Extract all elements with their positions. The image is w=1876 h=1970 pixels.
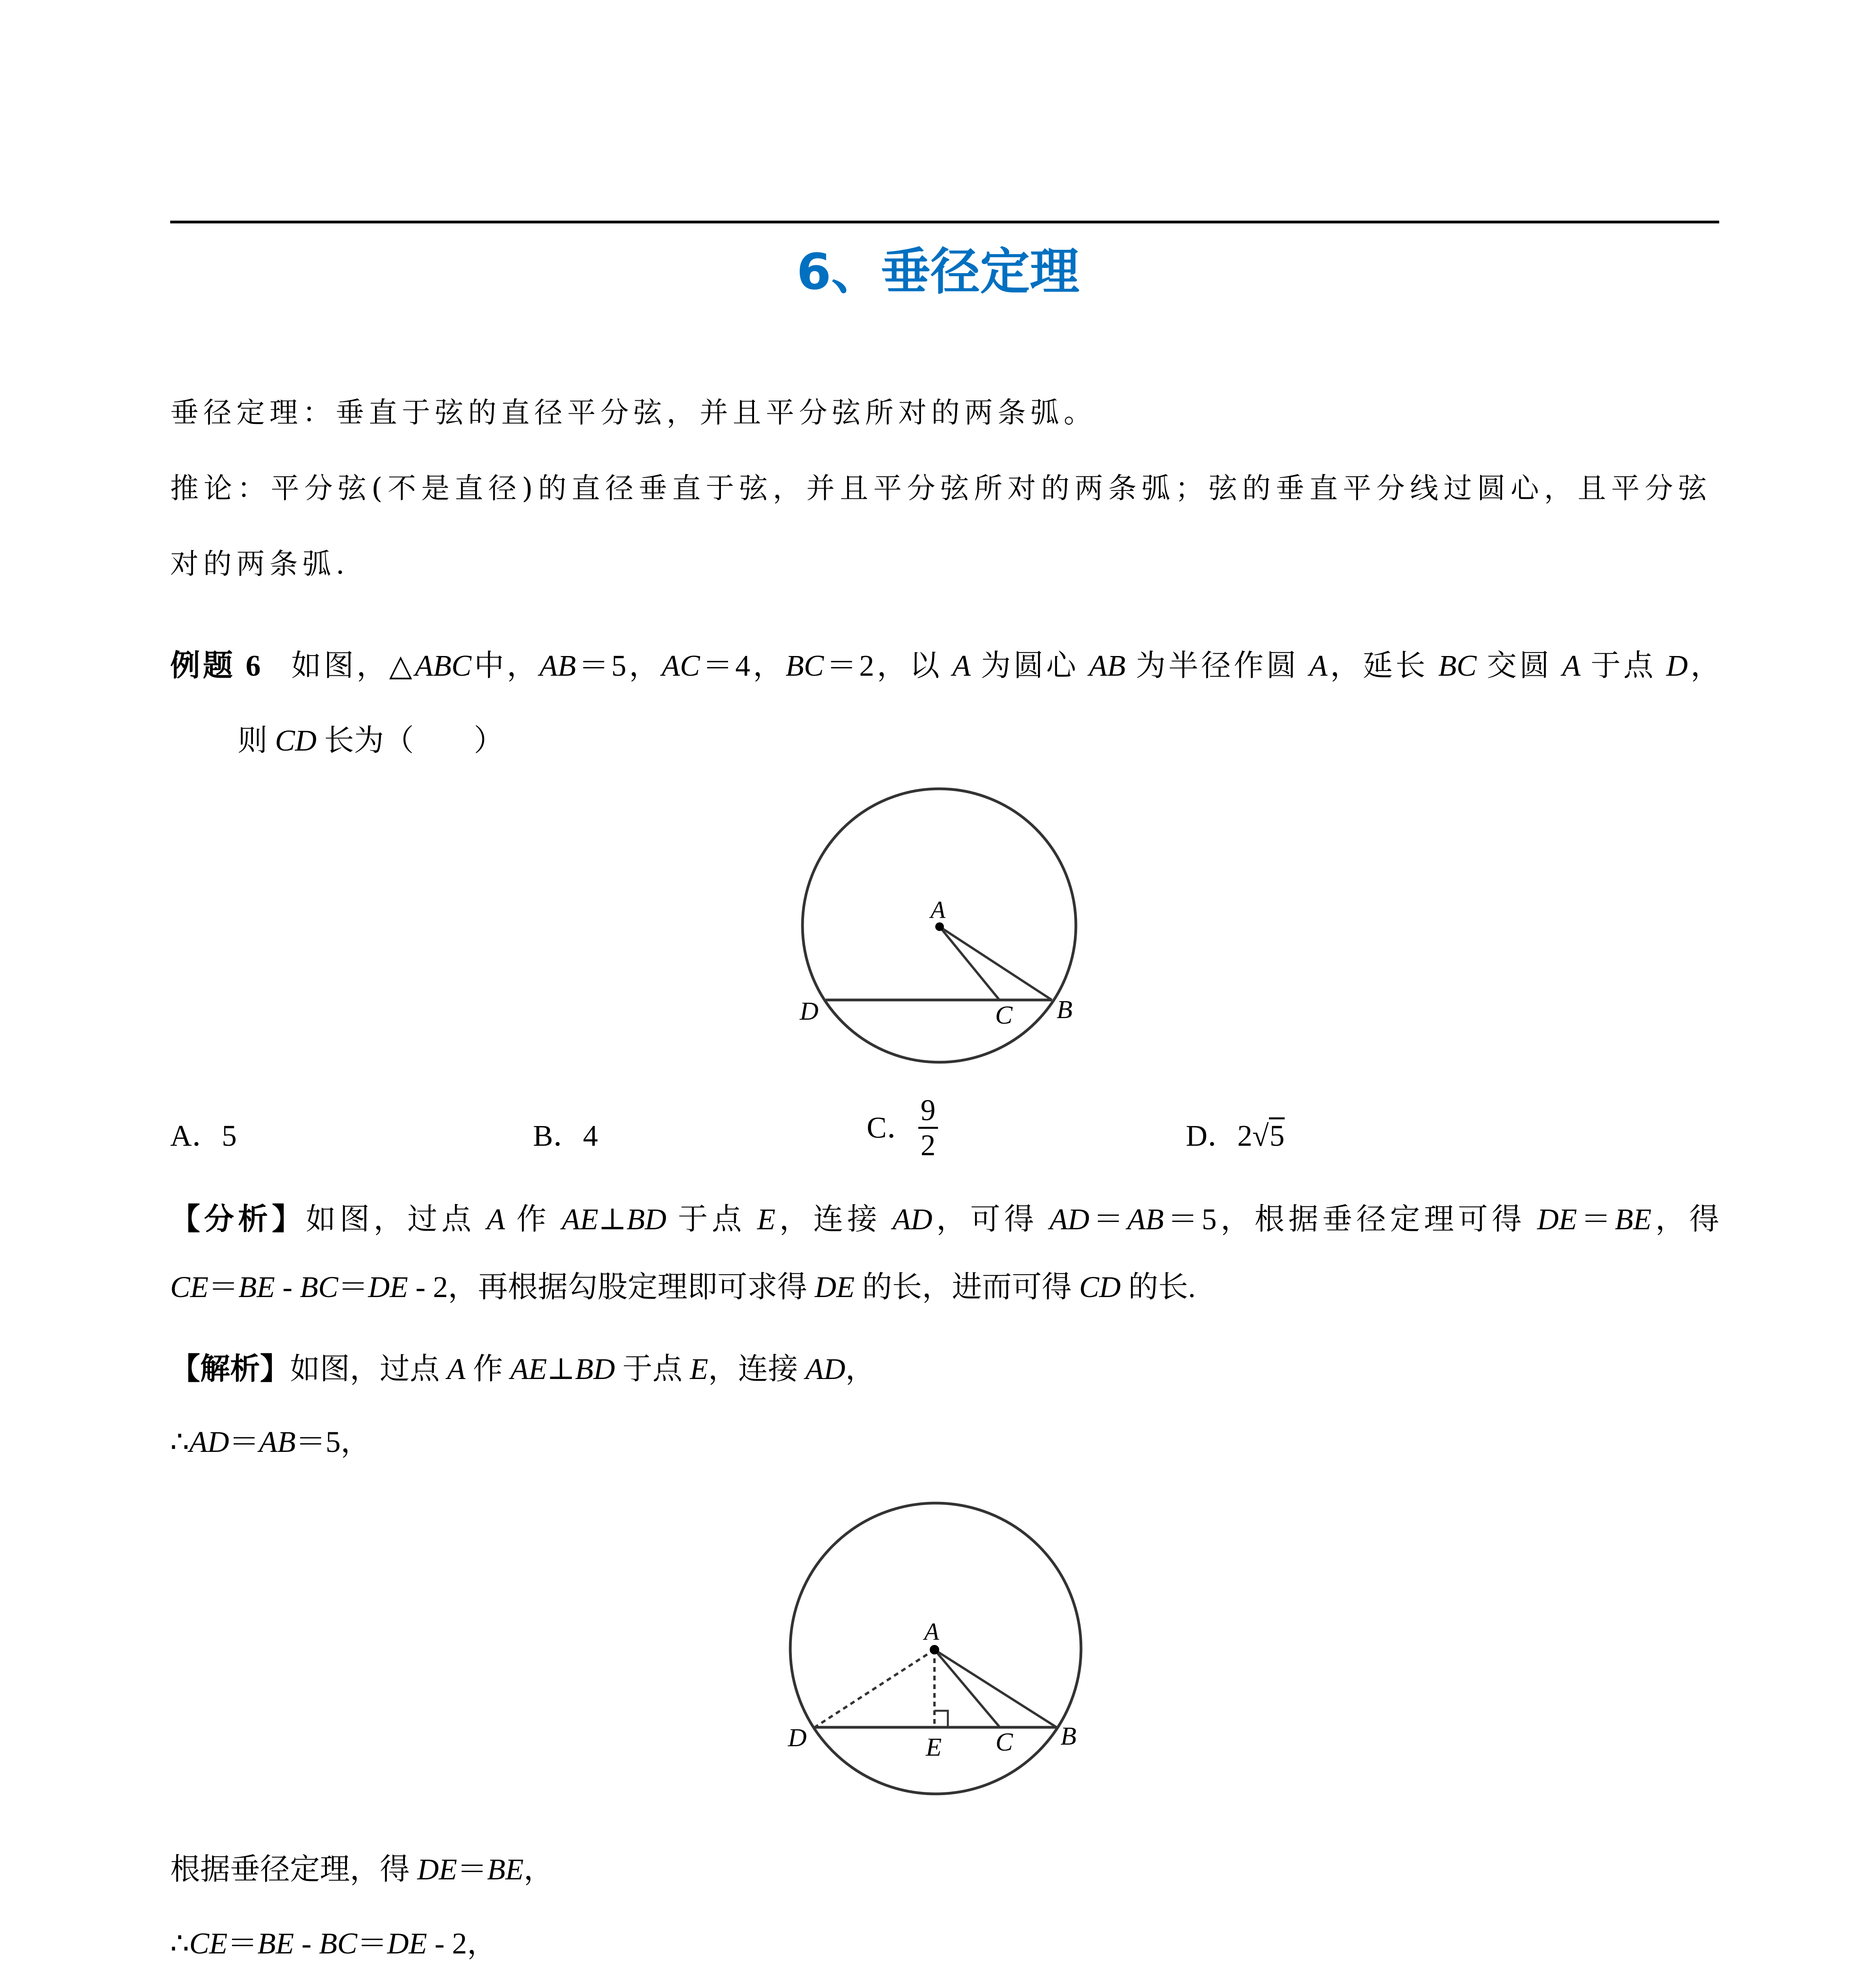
label-d: D <box>788 1723 807 1752</box>
q-text: ＝2，以 <box>824 649 942 682</box>
label-d: D <box>800 997 819 1026</box>
option-letter: A． <box>170 1119 222 1152</box>
q-var: BC <box>786 649 824 682</box>
example-question-line2 <box>238 723 504 758</box>
q-var: AB <box>1089 649 1126 682</box>
q-text: 则 <box>238 724 267 757</box>
analysis-label: 【分析】 <box>170 1203 306 1236</box>
solution-text-1: 如图，过点 A 作 AE⊥BD 于点 E，连接 AD， <box>290 1353 875 1386</box>
solution-label: 【解析】 <box>170 1353 290 1386</box>
option-b[interactable] <box>533 1118 598 1154</box>
corollary-text-line2: 对的两条弧. <box>170 547 349 580</box>
segment-ac <box>940 927 999 1000</box>
q-text: 交圆 <box>1486 649 1552 682</box>
label-a: A <box>931 897 945 924</box>
example-label: 例题 6 <box>170 649 261 682</box>
label-c: C <box>996 1728 1013 1756</box>
q-var: BC <box>1438 649 1477 682</box>
option-c[interactable] <box>867 1095 940 1160</box>
example-question-line1 <box>170 648 1720 684</box>
q-var: A <box>952 649 971 682</box>
q-var: CD <box>275 724 317 757</box>
radicand: 5 <box>1269 1117 1285 1152</box>
option-letter: C． <box>867 1111 917 1145</box>
q-text: ， <box>1688 649 1721 682</box>
q-var: A <box>1309 649 1328 682</box>
option-a[interactable] <box>170 1118 237 1154</box>
analysis-line2: CE＝BE - BC＝DE - 2，再根据勾股定理即可求得 DE 的长，进而可得 CD 的长. <box>170 1271 1196 1304</box>
solution-line4: ∴CE＝BE - BC＝DE - 2， <box>170 1927 497 1960</box>
option-d[interactable] <box>1186 1118 1285 1154</box>
option-value: 5 <box>221 1119 237 1152</box>
right-angle-mark <box>934 1711 948 1727</box>
center-point-a <box>935 922 944 931</box>
q-var: AC <box>661 649 700 682</box>
figure-2-circle-diagram <box>780 1493 1095 1808</box>
option-coef: 2 <box>1237 1119 1252 1152</box>
figure-1-circle-diagram <box>784 772 1099 1080</box>
solution-line1 <box>170 1351 875 1387</box>
q-var: AB <box>539 649 576 682</box>
analysis-text-1: 如图，过点 A 作 AE⊥BD 于点 E，连接 AD，可得 AD＝AB＝5，根据垂径定理可得 DE＝BE，得 <box>306 1203 1720 1236</box>
label-b: B <box>1057 995 1073 1024</box>
q-text: 为圆心 <box>981 649 1079 682</box>
q-text: ＝4， <box>700 649 786 682</box>
q-text: 如图，△ <box>291 649 415 682</box>
q-text: ＝5， <box>576 649 662 682</box>
q-var: A <box>1562 649 1581 682</box>
segment-ab <box>940 927 1052 1000</box>
label-b: B <box>1061 1722 1077 1751</box>
q-text: 于点 <box>1590 649 1656 682</box>
solution-line3: 根据垂径定理，得 DE＝BE， <box>170 1853 554 1886</box>
q-text: 中， <box>471 649 540 682</box>
label-c: C <box>995 1001 1013 1030</box>
segment-ab <box>934 1650 1057 1727</box>
fraction-9-over-2 <box>918 1095 938 1160</box>
option-letter: D． <box>1186 1119 1237 1152</box>
theorem-text: 垂径定理：垂直于弦的直径平分弦，并且平分弦所对的两条弧。 <box>170 396 1097 429</box>
header-rule <box>170 221 1719 223</box>
solution-line2: ∴AD＝AB＝5， <box>170 1425 371 1459</box>
analysis-line1 <box>170 1202 1719 1237</box>
corollary-text-line1: 推论：平分弦(不是直径)的直径垂直于弦，并且平分弦所对的两条弧；弦的垂直平分线过圆心，且平分弦 <box>170 472 1707 505</box>
option-value: 4 <box>583 1119 598 1152</box>
denominator: 2 <box>920 1129 936 1162</box>
numerator: 9 <box>918 1095 938 1129</box>
option-letter: B． <box>533 1119 583 1152</box>
label-e: E <box>926 1733 942 1762</box>
center-point-a <box>930 1645 939 1654</box>
q-text: ，延长 <box>1327 649 1428 682</box>
segment-ac <box>934 1650 1000 1727</box>
label-a: A <box>924 1619 939 1645</box>
page-title: 6、垂径定理 <box>797 243 1079 301</box>
q-var: D <box>1666 649 1688 682</box>
sqrt-icon: √ <box>1252 1119 1269 1152</box>
q-var: ABC <box>415 649 472 682</box>
segment-ad-dashed <box>815 1650 934 1727</box>
q-text: 为半径作圆 <box>1135 649 1299 682</box>
q-text: 长为（ ） <box>324 724 504 757</box>
